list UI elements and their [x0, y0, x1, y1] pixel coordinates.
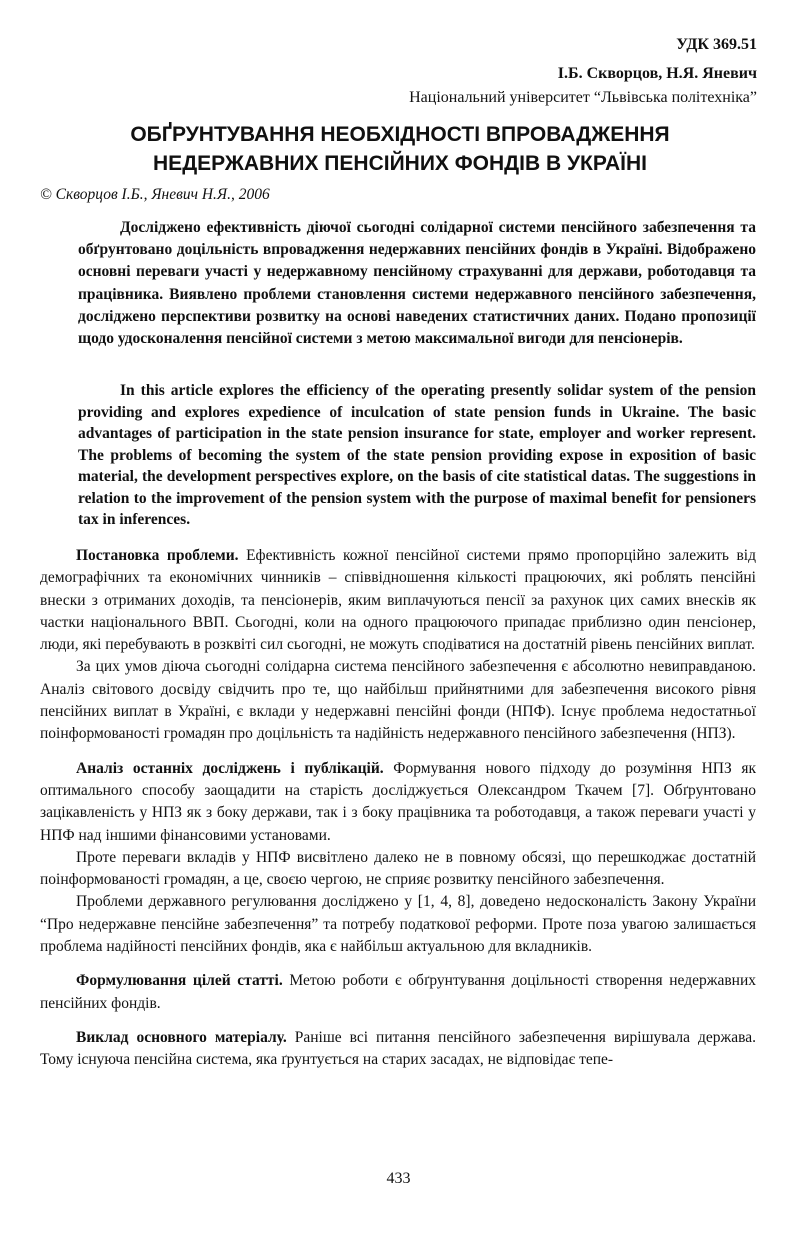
paragraph-analysis-1: [40, 758, 756, 847]
paragraph-analysis-3: Проблеми державного регулювання досліджено у [1, 4, 8], доведено недосконалість Закону України “Про недержавне пенсійне забезпечення” та потребу податкової реформи. Проте поза увагою залишається проблема надійності пенсійних фондів, яка є найбільш актуальною для вкладників.: [40, 893, 756, 956]
page-number: 433: [386, 1170, 411, 1187]
article-title: [60, 120, 740, 178]
udk-code: УДК 369.51: [676, 36, 757, 53]
abstract-ukrainian: Досліджено ефективність діючої сьогодні солідарної системи пенсійного забезпечення та обґрунтовано доцільність впровадження недержавних пенсійних фондів в Україні. Відображено основні переваги участі у недержавному пенсійному страхуванні для держави, роботодавця та працівника. Виявлено проблеми становлення системи недержавного пенсійного забезпечення, досліджено перспективи розвитку на основі наведених статистичних даних. Подано пропозиції щодо удосконалення пенсійної системи з метою максимальної вигоди для пенсіонерів.: [78, 219, 756, 348]
paragraph-text: Ефективність кожної пенсійної системи прямо пропорційно залежить від демографічних та економічних чинників – співвідношення кількості працюючих, які роблять пенсійні внески з отриманих доходів, та пенсіонерів, яким виплачуються пенсії за рахунок цих самих внесків як частки національного ВВП. Сьогодні, коли на одного працюючого припадає приблизно один пенсіонер, люди, які перебувають в розквіті сил сьогодні, не можуть сподіватися на достатній рівень пенсійних виплат.: [40, 547, 756, 654]
title-line-2: НЕДЕРЖАВНИХ ПЕНСІЙНИХ ФОНДІВ В УКРАЇНІ: [153, 152, 647, 175]
article-body: [40, 545, 756, 1072]
section-heading-problem: Постановка проблеми.: [76, 547, 239, 564]
section-heading-main: Виклад основного матеріалу.: [76, 1028, 287, 1046]
paragraph-text: Метою роботи є обґрунтування доцільності створення недержавних пенсійних фондів.: [40, 972, 756, 1012]
paragraph-analysis-2: Проте переваги вкладів у НПФ висвітлено далеко не в повному обсязі, що перешкоджає достатній поінформованості громадян, а це, своєю чергою, не сприяє розвитку пенсійного забезпечення.: [40, 848, 756, 889]
paragraph-text: Раніше всі питання пенсійного забезпечення вирішувала держава. Тому існуюча пенсійна система, яка ґрунтується на старих засадах, не відповідає тепе-: [40, 1028, 756, 1069]
affiliation: Національний університет “Львівська політехніка”: [409, 89, 757, 106]
copyright: © Скворцов І.Б., Яневич Н.Я., 2006: [40, 186, 270, 203]
section-heading-goals: Формулювання цілей статті.: [76, 972, 283, 990]
paragraph-main: [40, 1027, 756, 1072]
section-heading-analysis: Аналіз останніх досліджень і публікацій.: [76, 759, 384, 777]
paragraph-text: Формування нового підходу до розуміння НПЗ як оптимального способу заощадити на старість досліджується Олександром Ткачем [7]. Обґрунтовано зацікавленість у НПЗ як з боку держави, так і з боку працівника та роботодавця, а також переваги участі у НПФ над іншими фінансовими установами.: [40, 759, 756, 844]
title-line-1: ОБҐРУНТУВАННЯ НЕОБХІДНОСТІ ВПРОВАДЖЕННЯ: [130, 123, 670, 146]
authors: І.Б. Скворцов, Н.Я. Яневич: [557, 65, 757, 82]
abstract-english: In this article explores the efficiency of the operating presently solidar system of the pension providing and explores expedience of inculcation of state pension funds in Ukraine. The basic advantages of participation in the state pension insurance for state, employer and worker represent. The problems of becoming the system of the state pension providing expose in exposition of basic material, the development perspectives explore, on the basis of cite statistical datas. The suggestions in relation to the improvement of the pension system with the purpose of maximal benefit for pensioners tax in inferences.: [78, 382, 756, 528]
paragraph-problem-1: [40, 545, 756, 656]
paragraph-problem-2: За цих умов діюча сьогодні солідарна система пенсійного забезпечення є абсолютно невиправданою. Аналіз світового досвіду свідчить про те, що найбільш прийнятними для забезпечення високого рівня пенсійних виплат в Україні, є вклади у недержавні пенсійні фонди (НПФ). Існує проблема недостатньої поінформованості громадян про доцільність та надійність недержавного пенсійного забезпечення (НПЗ).: [40, 658, 756, 743]
paragraph-goals: [40, 970, 756, 1015]
